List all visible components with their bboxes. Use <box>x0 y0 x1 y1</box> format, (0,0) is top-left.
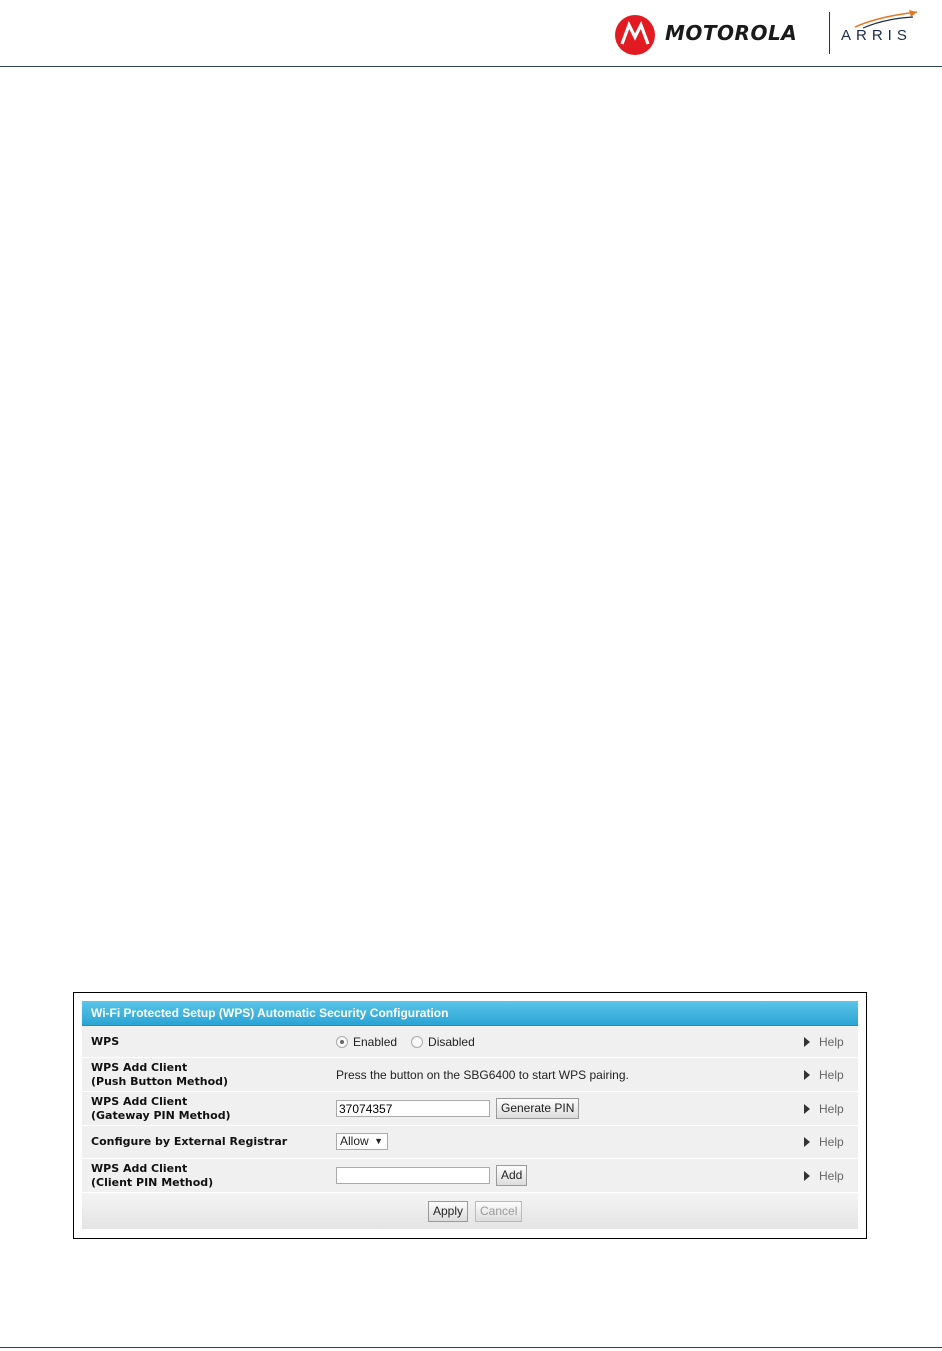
wps-config-panel <box>82 1001 858 1229</box>
row-label <box>91 1061 228 1089</box>
cancel-button[interactable]: Cancel <box>475 1201 522 1222</box>
label-line2: (Push Button Method) <box>91 1075 229 1088</box>
client-pin-field[interactable] <box>336 1167 490 1184</box>
row-client-pin <box>82 1159 858 1193</box>
dropdown-caret-icon: ▼ <box>374 1136 383 1146</box>
header-rule <box>0 66 942 67</box>
apply-button[interactable]: Apply <box>428 1201 468 1222</box>
label-line1: WPS Add Client <box>91 1095 188 1108</box>
push-button-instructions: Press the button on the SBG6400 to start WPS pairing. <box>336 1068 629 1082</box>
wps-enabled-label: Enabled <box>353 1035 398 1049</box>
registrar-select[interactable] <box>336 1133 388 1150</box>
help-label: Help <box>819 1035 844 1049</box>
label-line2: (Gateway PIN Method) <box>91 1109 231 1122</box>
row-wps <box>82 1026 858 1058</box>
arris-wordmark: ARRIS <box>841 27 912 44</box>
motorola-wordmark: MOTOROLA <box>665 21 798 45</box>
add-button[interactable]: Add <box>496 1165 527 1186</box>
gateway-pin-controls <box>336 1098 579 1119</box>
logo-divider <box>829 12 830 54</box>
row-gateway-pin <box>82 1092 858 1126</box>
help-link-push-button[interactable] <box>804 1068 844 1082</box>
help-label: Help <box>819 1068 844 1082</box>
arrow-right-icon <box>804 1104 810 1114</box>
label-line1: Configure by External Registrar <box>91 1135 288 1148</box>
label-line1: WPS Add Client <box>91 1162 188 1175</box>
row-push-button <box>82 1058 858 1092</box>
label-line1: WPS <box>91 1035 120 1048</box>
label-line1: WPS Add Client <box>91 1061 188 1074</box>
client-pin-controls <box>336 1165 527 1186</box>
help-label: Help <box>819 1102 844 1116</box>
row-label <box>91 1135 287 1149</box>
help-link-gateway-pin[interactable] <box>804 1102 844 1116</box>
wps-screenshot-frame <box>73 992 867 1239</box>
help-link-registrar[interactable] <box>804 1135 844 1149</box>
arris-swoosh-icon <box>853 9 919 29</box>
generate-pin-button[interactable]: Generate PIN <box>496 1098 579 1119</box>
gateway-pin-field[interactable] <box>336 1100 490 1117</box>
row-label <box>91 1162 213 1190</box>
page-header <box>0 0 942 68</box>
registrar-selected-value: Allow <box>340 1134 369 1148</box>
motorola-logo-icon <box>615 15 655 55</box>
row-external-registrar <box>82 1126 858 1159</box>
panel-title: Wi-Fi Protected Setup (WPS) Automatic Security Configuration <box>82 1001 858 1026</box>
registrar-controls <box>336 1133 388 1150</box>
row-label <box>91 1095 231 1123</box>
arrow-right-icon <box>804 1137 810 1147</box>
help-link-wps[interactable] <box>804 1035 844 1049</box>
wps-radio-group <box>336 1035 475 1049</box>
wps-disabled-label: Disabled <box>428 1035 475 1049</box>
arrow-right-icon <box>804 1070 810 1080</box>
wps-disabled-radio[interactable] <box>411 1036 423 1048</box>
arrow-right-icon <box>804 1171 810 1181</box>
action-row <box>82 1193 858 1229</box>
arrow-right-icon <box>804 1037 810 1047</box>
label-line2: (Client PIN Method) <box>91 1176 214 1189</box>
footer-rule <box>0 1347 942 1348</box>
help-label: Help <box>819 1135 844 1149</box>
row-label <box>91 1035 119 1049</box>
wps-enabled-radio[interactable] <box>336 1036 348 1048</box>
help-label: Help <box>819 1169 844 1183</box>
help-link-client-pin[interactable] <box>804 1169 844 1183</box>
